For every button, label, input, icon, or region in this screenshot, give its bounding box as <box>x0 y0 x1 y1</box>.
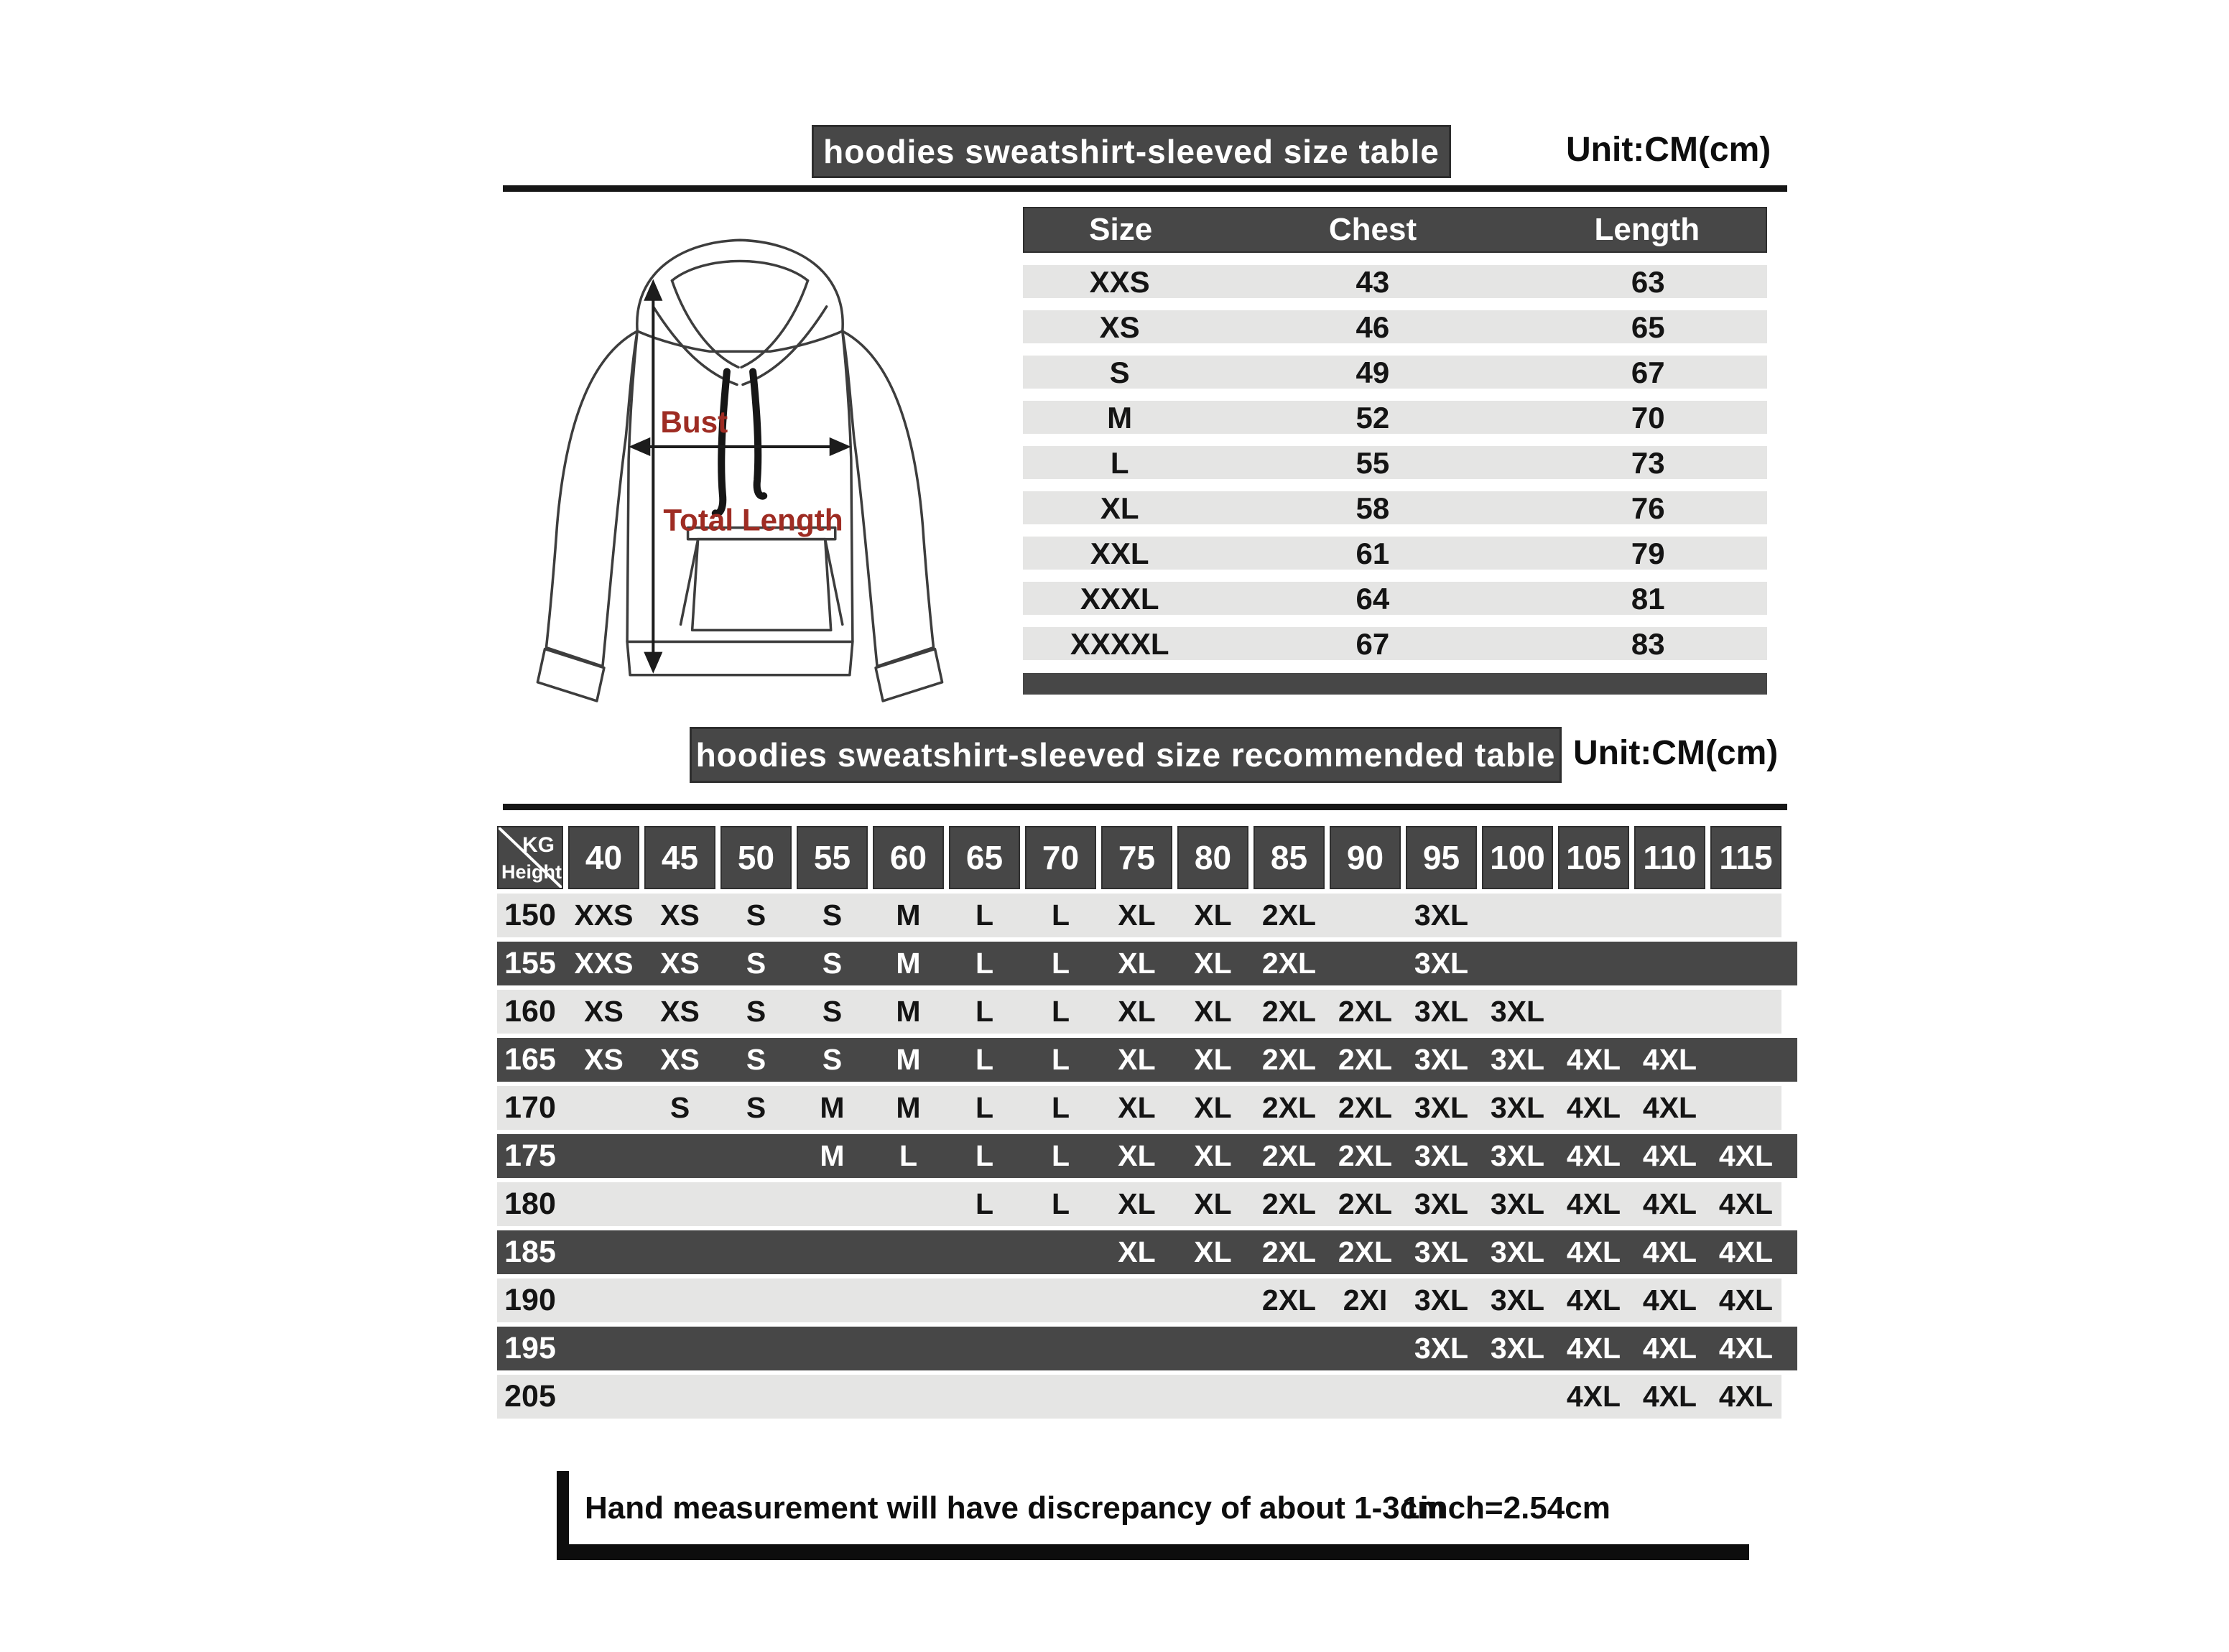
size-cell <box>720 1182 792 1226</box>
length-value: 67 <box>1631 356 1665 389</box>
size-cell: XL <box>1194 1187 1232 1220</box>
size-cell: S <box>669 1091 690 1124</box>
chest-value: 61 <box>1356 537 1390 570</box>
middle-divider <box>503 804 1787 810</box>
size-cell: M <box>896 947 921 980</box>
size-table-title: hoodies sweatshirt-sleeved size table <box>812 125 1451 178</box>
size-cell: M <box>820 1091 845 1124</box>
chest-value: 43 <box>1356 265 1390 299</box>
table-row <box>1023 537 1767 570</box>
size-cell <box>1177 1327 1248 1370</box>
recommended-table-title: hoodies sweatshirt-sleeved size recommended table <box>690 727 1562 783</box>
size-cell: 4XL <box>1642 1332 1697 1365</box>
size-cell: 4XL <box>1566 1380 1621 1413</box>
size-cell <box>949 1327 1020 1370</box>
size-cell: XS <box>660 995 700 1028</box>
size-cell: S <box>822 947 843 980</box>
size-cell: 2XL <box>1338 1091 1393 1124</box>
size-cell <box>873 1375 944 1419</box>
size-cell <box>1025 1279 1096 1322</box>
size-cell: 3XL <box>1414 1043 1469 1076</box>
size-cell <box>568 1327 639 1370</box>
weight-header: 75 <box>1101 826 1172 889</box>
size-cell: XL <box>1118 1043 1156 1076</box>
size-cell: 3XL <box>1414 1284 1469 1317</box>
footnote-left-bar <box>557 1471 569 1554</box>
hem-band <box>627 641 853 674</box>
size-cell: 3XL <box>1414 947 1469 980</box>
size-cell: M <box>896 1091 921 1124</box>
size-cell: 3XL <box>1414 899 1469 932</box>
size-cell: XL <box>1194 1139 1232 1172</box>
size-cell: 3XL <box>1490 1187 1545 1220</box>
size-cell: XS <box>660 1043 700 1076</box>
size-cell <box>568 1134 639 1178</box>
length-value: 73 <box>1631 446 1665 480</box>
size-cell <box>1634 990 1705 1034</box>
size-cell: 4XL <box>1718 1332 1774 1365</box>
size-cell: 4XL <box>1642 1380 1697 1413</box>
weight-header: 70 <box>1025 826 1096 889</box>
size-value: XXXXL <box>1070 627 1169 661</box>
size-cell: 4XL <box>1566 1332 1621 1365</box>
size-cell <box>644 1230 715 1274</box>
size-cell: 4XL <box>1642 1043 1697 1076</box>
size-cell: XS <box>584 995 624 1028</box>
size-cell: L <box>1051 995 1070 1028</box>
recommended-table-unit: Unit:CM(cm) <box>1573 733 1779 772</box>
length-value: 70 <box>1631 401 1665 435</box>
size-cell <box>568 1375 639 1419</box>
size-cell: M <box>896 899 921 932</box>
length-value: 65 <box>1631 310 1665 344</box>
size-cell: 3XL <box>1490 1139 1545 1172</box>
height-cell: 170 <box>504 1090 556 1125</box>
size-cell <box>644 1279 715 1322</box>
size-value: L <box>1110 446 1129 480</box>
col-header-chest: Chest <box>1328 212 1417 247</box>
size-value: XL <box>1100 491 1139 525</box>
recommended-row <box>497 1230 1781 1274</box>
size-cell: 4XL <box>1566 1139 1621 1172</box>
size-cell: 3XL <box>1414 1139 1469 1172</box>
size-cell: 4XL <box>1718 1380 1774 1413</box>
size-cell: XL <box>1194 995 1232 1028</box>
size-cell: 4XL <box>1566 1235 1621 1268</box>
size-cell <box>720 1134 792 1178</box>
size-cell: 2XI <box>1343 1284 1388 1317</box>
size-cell: M <box>896 1043 921 1076</box>
col-header-length: Length <box>1594 212 1700 247</box>
size-cell: M <box>896 995 921 1028</box>
size-cell: XS <box>660 947 700 980</box>
size-cell: L <box>975 899 994 932</box>
size-cell: L <box>975 1139 994 1172</box>
weight-header: 65 <box>949 826 1020 889</box>
size-cell <box>1406 1375 1477 1419</box>
size-cell <box>644 1327 715 1370</box>
kangaroo-pocket <box>692 539 831 631</box>
size-cell: XS <box>584 1043 624 1076</box>
size-cell: XL <box>1118 995 1156 1028</box>
size-cell <box>1482 1375 1553 1419</box>
size-cell <box>720 1327 792 1370</box>
chest-value: 55 <box>1356 446 1390 480</box>
size-cell: XL <box>1194 947 1232 980</box>
size-cell: S <box>746 1091 766 1124</box>
size-cell: XL <box>1118 1235 1156 1268</box>
size-cell <box>1558 894 1629 937</box>
weight-header: 50 <box>720 826 792 889</box>
size-cell: 4XL <box>1566 1091 1621 1124</box>
size-cell: 4XL <box>1642 1139 1697 1172</box>
size-cell: L <box>975 1187 994 1220</box>
size-cell <box>1558 990 1629 1034</box>
weight-header: 40 <box>568 826 639 889</box>
hoodie-measurement-diagram <box>516 200 964 705</box>
size-cell: 2XL <box>1261 995 1317 1028</box>
size-cell <box>797 1327 868 1370</box>
size-cell: L <box>1051 899 1070 932</box>
total-length-label: Total Length <box>663 503 843 537</box>
table-row <box>1023 491 1767 524</box>
length-value: 81 <box>1631 582 1665 616</box>
length-value: 76 <box>1631 491 1665 525</box>
left-sleeve <box>546 331 637 667</box>
height-cell: 160 <box>504 994 556 1029</box>
weight-header-row <box>497 826 1781 889</box>
size-cell: 2XL <box>1261 1091 1317 1124</box>
size-cell: XL <box>1118 899 1156 932</box>
size-cell: XL <box>1118 1187 1156 1220</box>
size-cell: 2XL <box>1261 1043 1317 1076</box>
size-cell <box>568 1086 639 1130</box>
table-row <box>1023 582 1767 615</box>
size-cell <box>949 1230 1020 1274</box>
chest-value: 58 <box>1356 491 1390 525</box>
size-cell <box>949 1375 1020 1419</box>
size-cell: XS <box>660 899 700 932</box>
height-cell: 165 <box>504 1042 556 1077</box>
size-cell <box>1330 1375 1401 1419</box>
weight-header: 110 <box>1634 826 1705 889</box>
weight-header: 85 <box>1253 826 1325 889</box>
height-cell: 190 <box>504 1283 556 1317</box>
size-cell: 4XL <box>1566 1043 1621 1076</box>
size-cell: S <box>822 899 843 932</box>
weight-header: 95 <box>1406 826 1477 889</box>
height-cell: 205 <box>504 1379 556 1414</box>
recommended-size-table <box>497 826 1781 1419</box>
size-cell: 2XL <box>1261 1139 1317 1172</box>
size-cell <box>1253 1327 1325 1370</box>
size-cell <box>644 1182 715 1226</box>
size-cell: L <box>1051 1043 1070 1076</box>
chest-value: 46 <box>1356 310 1390 344</box>
table-row <box>1023 446 1767 479</box>
size-cell <box>1558 942 1629 985</box>
size-cell <box>873 1327 944 1370</box>
size-cell: 3XL <box>1490 1091 1545 1124</box>
height-label: Height <box>501 861 562 883</box>
size-cell: 4XL <box>1718 1187 1774 1220</box>
size-cell: XL <box>1118 947 1156 980</box>
height-cell: 185 <box>504 1235 556 1269</box>
size-cell <box>949 1279 1020 1322</box>
size-cell: 3XL <box>1414 995 1469 1028</box>
size-cell <box>644 1134 715 1178</box>
table-row <box>1023 310 1767 343</box>
size-cell <box>568 1230 639 1274</box>
size-cell <box>873 1279 944 1322</box>
size-cell <box>873 1182 944 1226</box>
size-cell: XL <box>1194 899 1232 932</box>
size-cell: 2XL <box>1261 1284 1317 1317</box>
recommended-row <box>497 1038 1781 1082</box>
size-cell <box>797 1279 868 1322</box>
size-cell: 2XL <box>1338 1139 1393 1172</box>
height-cell: 175 <box>504 1138 556 1173</box>
right-sleeve <box>843 331 934 667</box>
size-cell <box>1710 1038 1781 1082</box>
height-cell: 180 <box>504 1187 556 1221</box>
size-cell <box>873 1230 944 1274</box>
footnote-text: Hand measurement will have discrepancy of about 1-3cm <box>585 1490 1446 1526</box>
col-header-size: Size <box>1089 212 1153 247</box>
size-cell <box>720 1375 792 1419</box>
height-cell: 155 <box>504 946 556 980</box>
size-cell <box>1101 1279 1172 1322</box>
size-cell <box>1710 942 1781 985</box>
size-cell <box>1177 1279 1248 1322</box>
size-cell: 2XL <box>1338 1043 1393 1076</box>
length-value: 63 <box>1631 265 1665 299</box>
size-cell: 4XL <box>1566 1187 1621 1220</box>
size-table-footer-bar <box>1023 673 1767 695</box>
size-cell: XXS <box>574 947 634 980</box>
size-cell: 4XL <box>1642 1091 1697 1124</box>
chest-value: 52 <box>1356 401 1390 435</box>
table-row <box>1023 401 1767 434</box>
size-cell <box>797 1375 868 1419</box>
size-cell <box>1710 990 1781 1034</box>
size-cell <box>797 1182 868 1226</box>
inch-conversion-text: 1inch=2.54cm <box>1402 1490 1611 1526</box>
size-cell <box>720 1230 792 1274</box>
size-cell: 2XL <box>1261 947 1317 980</box>
size-cell: XL <box>1118 1091 1156 1124</box>
size-table-header <box>1023 207 1767 253</box>
size-cell: 2XL <box>1261 1235 1317 1268</box>
recommended-row <box>497 942 1781 985</box>
size-cell: L <box>1051 1139 1070 1172</box>
weight-header: 90 <box>1330 826 1401 889</box>
size-cell <box>1634 894 1705 937</box>
size-cell: S <box>746 1043 766 1076</box>
weight-header: 60 <box>873 826 944 889</box>
chest-value: 64 <box>1356 582 1390 616</box>
size-table <box>1023 207 1767 695</box>
size-cell <box>1330 942 1401 985</box>
size-cell: S <box>822 1043 843 1076</box>
size-cell: L <box>1051 1187 1070 1220</box>
recommended-row <box>497 1182 1781 1226</box>
size-cell: XL <box>1194 1235 1232 1268</box>
size-cell: 3XL <box>1490 1043 1545 1076</box>
size-cell <box>1025 1327 1096 1370</box>
size-value: S <box>1109 356 1130 389</box>
size-cell: XXS <box>574 899 634 932</box>
size-cell <box>720 1279 792 1322</box>
size-cell: 3XL <box>1490 1332 1545 1365</box>
recommended-row <box>497 1279 1781 1322</box>
size-cell: 4XL <box>1642 1187 1697 1220</box>
size-cell: L <box>1051 947 1070 980</box>
recommended-row <box>497 1086 1781 1130</box>
size-cell: 4XL <box>1718 1235 1774 1268</box>
size-cell: 3XL <box>1490 1235 1545 1268</box>
size-cell: S <box>746 899 766 932</box>
height-cell: 150 <box>504 898 556 932</box>
size-cell <box>797 1230 868 1274</box>
size-cell <box>568 1182 639 1226</box>
size-cell: 2XL <box>1338 995 1393 1028</box>
size-cell <box>568 1279 639 1322</box>
size-value: XS <box>1099 310 1140 344</box>
size-cell: 4XL <box>1642 1284 1697 1317</box>
table-row <box>1023 627 1767 660</box>
weight-header: 80 <box>1177 826 1248 889</box>
table-row <box>1023 265 1767 298</box>
size-cell: L <box>975 995 994 1028</box>
size-cell: S <box>746 995 766 1028</box>
weight-header: 115 <box>1710 826 1781 889</box>
chest-value: 67 <box>1356 627 1390 661</box>
length-value: 79 <box>1631 537 1665 570</box>
kg-height-corner-cell <box>497 826 563 889</box>
size-cell: XL <box>1194 1091 1232 1124</box>
size-cell <box>1634 942 1705 985</box>
size-cell <box>1025 1375 1096 1419</box>
size-cell: 3XL <box>1414 1187 1469 1220</box>
size-cell: 3XL <box>1490 1284 1545 1317</box>
size-cell <box>644 1375 715 1419</box>
size-cell <box>1101 1375 1172 1419</box>
size-value: XXS <box>1089 265 1150 299</box>
footnote-bottom-bar <box>557 1544 1749 1560</box>
size-cell <box>1101 1327 1172 1370</box>
size-cell: S <box>822 995 843 1028</box>
size-cell: L <box>899 1139 918 1172</box>
size-cell: 4XL <box>1718 1284 1774 1317</box>
weight-header: 100 <box>1482 826 1553 889</box>
size-cell <box>1482 942 1553 985</box>
size-cell: 2XL <box>1261 1187 1317 1220</box>
size-cell <box>1710 894 1781 937</box>
size-cell <box>1710 1086 1781 1130</box>
size-cell: 4XL <box>1642 1235 1697 1268</box>
hood <box>637 240 843 351</box>
size-cell: L <box>1051 1091 1070 1124</box>
size-cell <box>1253 1375 1325 1419</box>
size-cell: L <box>975 1043 994 1076</box>
kg-label: KG <box>522 833 555 857</box>
recommended-row <box>497 1134 1781 1178</box>
size-cell: 2XL <box>1338 1187 1393 1220</box>
size-cell: 3XL <box>1490 995 1545 1028</box>
size-cell: 2XL <box>1261 899 1317 932</box>
size-cell <box>1025 1230 1096 1274</box>
size-value: XXL <box>1090 537 1149 570</box>
size-cell: 3XL <box>1414 1091 1469 1124</box>
bust-label: Bust <box>660 404 728 439</box>
recommended-row <box>497 894 1781 937</box>
recommended-row <box>497 1327 1781 1370</box>
size-cell: L <box>975 947 994 980</box>
hoodie-line-art <box>516 200 964 705</box>
size-cell <box>1330 1327 1401 1370</box>
size-cell: 3XL <box>1414 1235 1469 1268</box>
size-cell: 4XL <box>1718 1139 1774 1172</box>
size-cell: S <box>746 947 766 980</box>
size-cell <box>1330 894 1401 937</box>
size-cell: L <box>975 1091 994 1124</box>
chest-value: 49 <box>1356 356 1390 389</box>
size-value: XXXL <box>1080 582 1159 616</box>
height-cell: 195 <box>504 1331 556 1365</box>
weight-header: 105 <box>1558 826 1629 889</box>
size-cell: XL <box>1118 1139 1156 1172</box>
recommended-row <box>497 1375 1781 1419</box>
table-row <box>1023 356 1767 389</box>
size-value: M <box>1107 401 1133 435</box>
weight-header: 55 <box>797 826 868 889</box>
size-cell <box>1177 1375 1248 1419</box>
size-cell <box>1482 894 1553 937</box>
size-cell: 3XL <box>1414 1332 1469 1365</box>
size-cell: XL <box>1194 1043 1232 1076</box>
top-divider <box>503 185 1787 192</box>
size-table-unit: Unit:CM(cm) <box>1566 130 1771 169</box>
recommended-row <box>497 990 1781 1034</box>
size-cell: M <box>820 1139 845 1172</box>
weight-header: 45 <box>644 826 715 889</box>
length-value: 83 <box>1631 627 1665 661</box>
size-cell: 4XL <box>1566 1284 1621 1317</box>
size-cell: 2XL <box>1338 1235 1393 1268</box>
